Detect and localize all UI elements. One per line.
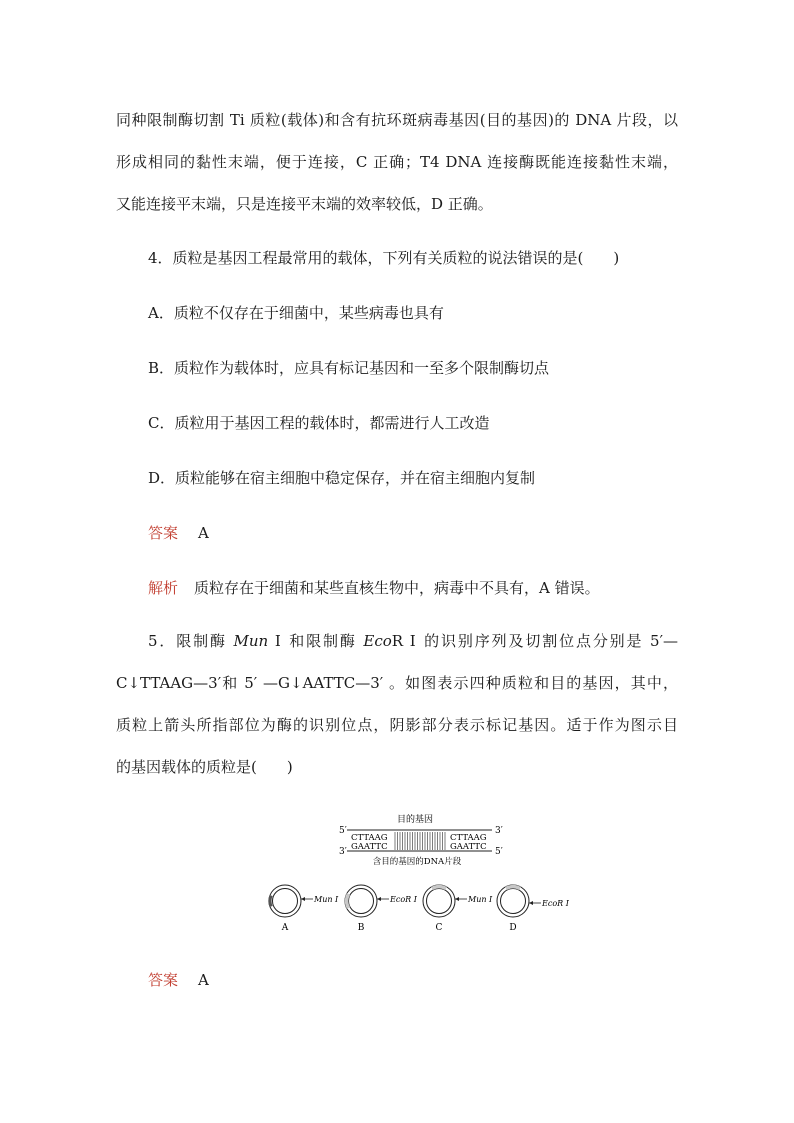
plasmid-figure <box>255 808 575 938</box>
plasmid-a <box>268 885 339 933</box>
enzyme-mun-name: Mun <box>233 632 269 650</box>
question-4-analysis-row <box>148 578 600 598</box>
gene-title: 目的基因 <box>396 815 434 825</box>
question-4-option-d: D．质粒能够在宿主细胞中稳定保存，并在宿主细胞内复制 <box>148 469 536 487</box>
plasmid-d-label: D <box>509 923 517 933</box>
question-5-stem-line-1: 5．限制酶 Mun Ⅰ 和限制酶 EcoR Ⅰ 的识别序列及切割位点分别是 5′— <box>148 632 679 650</box>
analysis-label: 解析 <box>148 579 179 597</box>
left-bottom-sequence: GAATTC <box>351 842 388 852</box>
plasmid-b-enzyme-label: EcoR Ⅰ <box>390 895 417 904</box>
question-4-option-c: C．质粒用于基因工程的载体时，都需进行人工改造 <box>148 414 490 432</box>
question-4-stem: 4．质粒是基因工程最常用的载体，下列有关质粒的说法错误的是( ) <box>148 249 620 267</box>
question-4-option-a: A．质粒不仅存在于细菌中，某些病毒也具有 <box>148 304 444 322</box>
dna-fragment-caption: 含目的基因的DNA片段 <box>372 857 462 867</box>
enzyme-eco-name: Eco <box>363 632 392 650</box>
prev-explanation-line-3: 又能连接平末端，只是连接平末端的效率较低，D 正确。 <box>116 195 493 213</box>
marker-gene-shading <box>268 895 272 907</box>
plasmid-b <box>345 885 418 933</box>
question-5-stem-line-2: C↓TTAAG—3′和 5′ —G↓AATTC—3′ 。如图表示四种质粒和目的基因，其中， <box>116 674 678 692</box>
analysis-text: 质粒存在于细菌和某些直核生物中，病毒中不具有，A 错误。 <box>194 579 600 597</box>
plasmid-c-enzyme-label: Mun Ⅰ <box>468 895 493 904</box>
dna-bottom-left-end: 3′ <box>339 847 347 857</box>
answer-label: 答案 <box>148 524 179 542</box>
plasmid-a-label: A <box>281 923 289 933</box>
target-gene-region <box>395 832 445 850</box>
answer-value: A <box>198 971 209 989</box>
dna-top-left-end: 5′ <box>339 826 347 836</box>
plasmid-a-enzyme-label: Mun Ⅰ <box>314 895 339 904</box>
prev-explanation-line-1: 同种限制酶切割 Ti 质粒(载体)和含有抗环斑病毒基因(目的基因)的 DNA 片段，以 <box>116 111 678 129</box>
question-4-option-b: B．质粒作为载体时，应具有标记基因和一至多个限制酶切点 <box>148 359 550 377</box>
right-bottom-sequence: GAATTC <box>450 842 487 852</box>
plasmid-c <box>423 885 493 933</box>
plasmid-d <box>497 885 570 933</box>
question-5-answer-row <box>148 970 209 990</box>
dna-bottom-right-end: 5′ <box>495 847 503 857</box>
left-top-sequence: CTTAAG <box>351 833 388 843</box>
question-5-stem-line-4: 的基因载体的质粒是( ) <box>116 758 293 776</box>
right-top-sequence: CTTAAG <box>450 833 487 843</box>
dna-top-right-end: 3′ <box>495 826 503 836</box>
question-4-answer-row <box>148 523 209 543</box>
prev-explanation-line-2: 形成相同的黏性末端，便于连接，C 正确；T4 DNA 连接酶既能连接黏性末端， <box>116 153 678 171</box>
plasmid-d-enzyme-label: EcoR Ⅰ <box>542 899 569 908</box>
plasmid-b-label: B <box>357 923 365 933</box>
plasmid-c-label: C <box>435 923 443 933</box>
answer-value: A <box>198 524 209 542</box>
answer-label: 答案 <box>148 971 179 989</box>
question-5-stem-line-3: 质粒上箭头所指部位为酶的识别位点，阴影部分表示标记基因。适于作为图示目 <box>116 716 678 734</box>
